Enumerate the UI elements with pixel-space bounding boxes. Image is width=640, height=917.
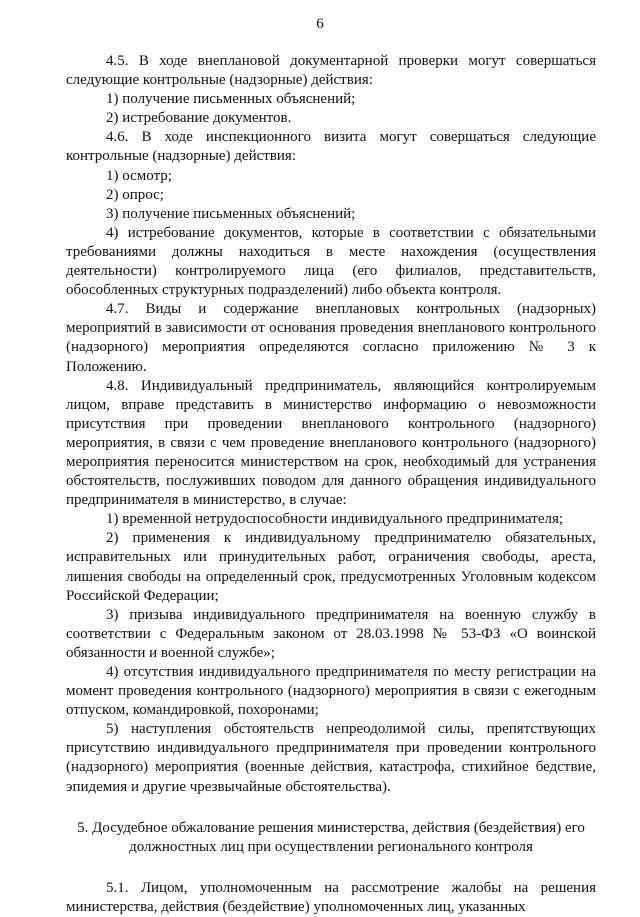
list-item: 2) применения к индивидуальному предпринимателю обязательных, исправительных или принудительных работ, ограничения свободы, ареста, лишения свободы на определенный срок, предусмотренных Уголовным кодексом Российской Федерации; (66, 530, 596, 604)
list-item: 1) временной нетрудоспособности индивидуального предпринимателя; (106, 511, 564, 528)
paragraph-5-1: 5.1. Лицом, уполномоченным на рассмотрение жалобы на решения министерства, действия (бездействие) уполномоченных лиц, указанных (66, 879, 596, 915)
list-item: 1) осмотр; (106, 167, 172, 184)
list-item: 4) отсутствия индивидуального предпринимателя по месту регистрации на момент проведения контрольного (надзорного) мероприятия в связи с ежегодным отпуском, командировкой, похоронами; (66, 664, 596, 719)
document-body (66, 52, 596, 917)
list-item: 2) истребование документов. (106, 110, 292, 127)
list-item: 3) получение письменных объяснений; (106, 205, 356, 222)
list-item: 1) получение письменных объяснений; (106, 91, 356, 108)
section-5-heading: 5. Досудебное обжалование решения министерства, действия (бездействия) его должностных лиц при осуществлении регионального контроля (77, 819, 585, 855)
page-number: 6 (316, 16, 324, 32)
paragraph-4-5: 4.5. В ходе внеплановой документарной проверки могут совершаться следующие контрольные (надзорные) действия: (66, 53, 596, 89)
list-item: 5) наступления обстоятельств непреодолимой силы, препятствующих присутствию индивидуального предпринимателя при проведении контрольного (надзорного) мероприятия (военные действия, катастрофа, стихийное бедствие, эпидемия и другие чрезвычайные обстоятельства). (66, 721, 596, 795)
list-item: 2) опрос; (106, 186, 164, 203)
paragraph-4-7: 4.7. Виды и содержание внеплановых контрольных (надзорных) мероприятий в зависимости от основания проведения внепланового контрольного (надзорного) мероприятия определяются согласно приложению № 3 к Положению. (66, 301, 596, 375)
list-item: 3) призыва индивидуального предпринимателя на военную службу в соответствии с Федеральным законом от 28.03.1998 № 53-ФЗ «О воинской обязанности и военной службе»; (66, 606, 596, 661)
paragraph-4-6: 4.6. В ходе инспекционного визита могут совершаться следующие контрольные (надзорные) действия: (66, 129, 596, 165)
list-item: 4) истребование документов, которые в соответствии с обязательными требованиями должны находиться в месте нахождения (осуществления деятельности) контролируемого лица (его филиалов, представительств, обособленных структурных подразделений) либо объекта контроля. (66, 224, 596, 299)
paragraph-4-8: 4.8. Индивидуальный предприниматель, являющийся контролируемым лицом, вправе представить в министерство информацию о невозможности присутствия при проведении внепланового контрольного (надзорного) мероприятия, в связи с чем проведение внепланового контрольного (надзорного) мероприятия переносится министерством на срок, необходимый для устранения обстоятельств, послуживших поводом для данного обращения индивидуального предпринимателя в министерство, в случае: (66, 377, 596, 509)
